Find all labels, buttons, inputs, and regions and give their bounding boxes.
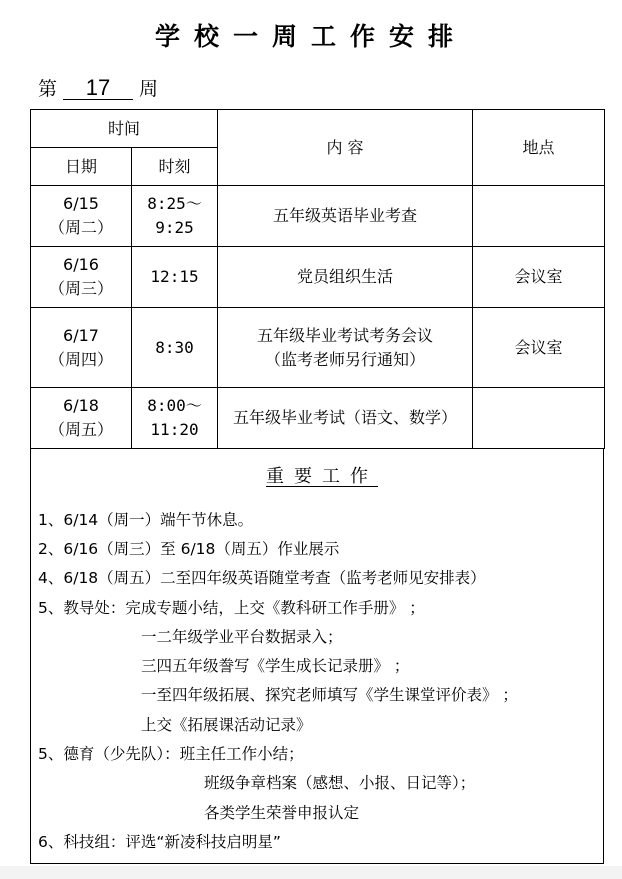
time-cell: 8:00～ 11:20 <box>132 388 218 449</box>
place-cell: 会议室 <box>473 247 605 308</box>
note-line: 5、德育（少先队）：班主任工作小结； <box>38 745 304 763</box>
place-cell <box>473 388 605 449</box>
content-cell: 五年级毕业考试考务会议 （监考老师另行通知） <box>218 308 473 388</box>
date-cell: 6/15 （周二） <box>31 186 132 247</box>
place-cell: 会议室 <box>473 308 605 388</box>
week-prefix: 第 <box>38 78 58 100</box>
page-title: 学校一周工作安排 <box>154 22 467 51</box>
place-cell <box>473 186 605 247</box>
schedule-table <box>30 109 605 449</box>
table-row <box>31 308 605 388</box>
week-number: 17 <box>63 77 133 100</box>
date-cell: 6/17 （周四） <box>31 308 132 388</box>
note-line: 三四五年级誊写《学生成长记录册》 ； <box>141 657 410 675</box>
date-cell: 6/18 （周五） <box>31 388 132 449</box>
header-clock: 时刻 <box>132 148 218 186</box>
time-cell: 8:30 <box>132 308 218 388</box>
note-line: 班级争章档案（感想、小报、日记等）； <box>204 774 476 792</box>
time-cell: 8:25～ 9:25 <box>132 186 218 247</box>
header-content: 内 容 <box>218 110 473 186</box>
content-cell: 五年级英语毕业考查 <box>218 186 473 247</box>
header-place: 地点 <box>473 110 605 186</box>
time-cell: 12:15 <box>132 247 218 308</box>
week-line <box>38 74 158 101</box>
bottom-margin <box>0 866 622 879</box>
date-cell: 6/16 （周三） <box>31 247 132 308</box>
important-work-section <box>30 448 604 864</box>
week-suffix: 周 <box>139 78 159 100</box>
header-date: 日期 <box>31 148 132 186</box>
note-line: 一二年级学业平台数据录入； <box>141 628 343 646</box>
note-line: 5、教导处：完成专题小结，上交《教科研工作手册》 ； <box>38 599 425 617</box>
section-title: 重要工作 <box>266 466 378 487</box>
note-line: 6、科技组：评选“新凌科技启明星” <box>38 833 281 851</box>
note-line: 各类学生荣誉申报认定 <box>204 804 360 822</box>
content-cell: 党员组织生活 <box>218 247 473 308</box>
table-row <box>31 186 605 247</box>
note-line: 1、6/14（周一）端午节休息。 <box>38 511 254 529</box>
note-line: 一至四年级拓展、探究老师填写《学生课堂评价表》 ； <box>141 686 518 704</box>
note-line: 4、6/18（周五）二至四年级英语随堂考查（监考老师见安排表） <box>38 569 486 587</box>
note-line: 2、6/16（周三）至 6/18（周五）作业展示 <box>38 540 340 558</box>
table-row <box>31 247 605 308</box>
table-row <box>31 388 605 449</box>
header-time: 时间 <box>31 110 218 148</box>
content-cell: 五年级毕业考试（语文、数学） <box>218 388 473 449</box>
note-line: 上交《拓展课活动记录》 <box>141 716 312 734</box>
